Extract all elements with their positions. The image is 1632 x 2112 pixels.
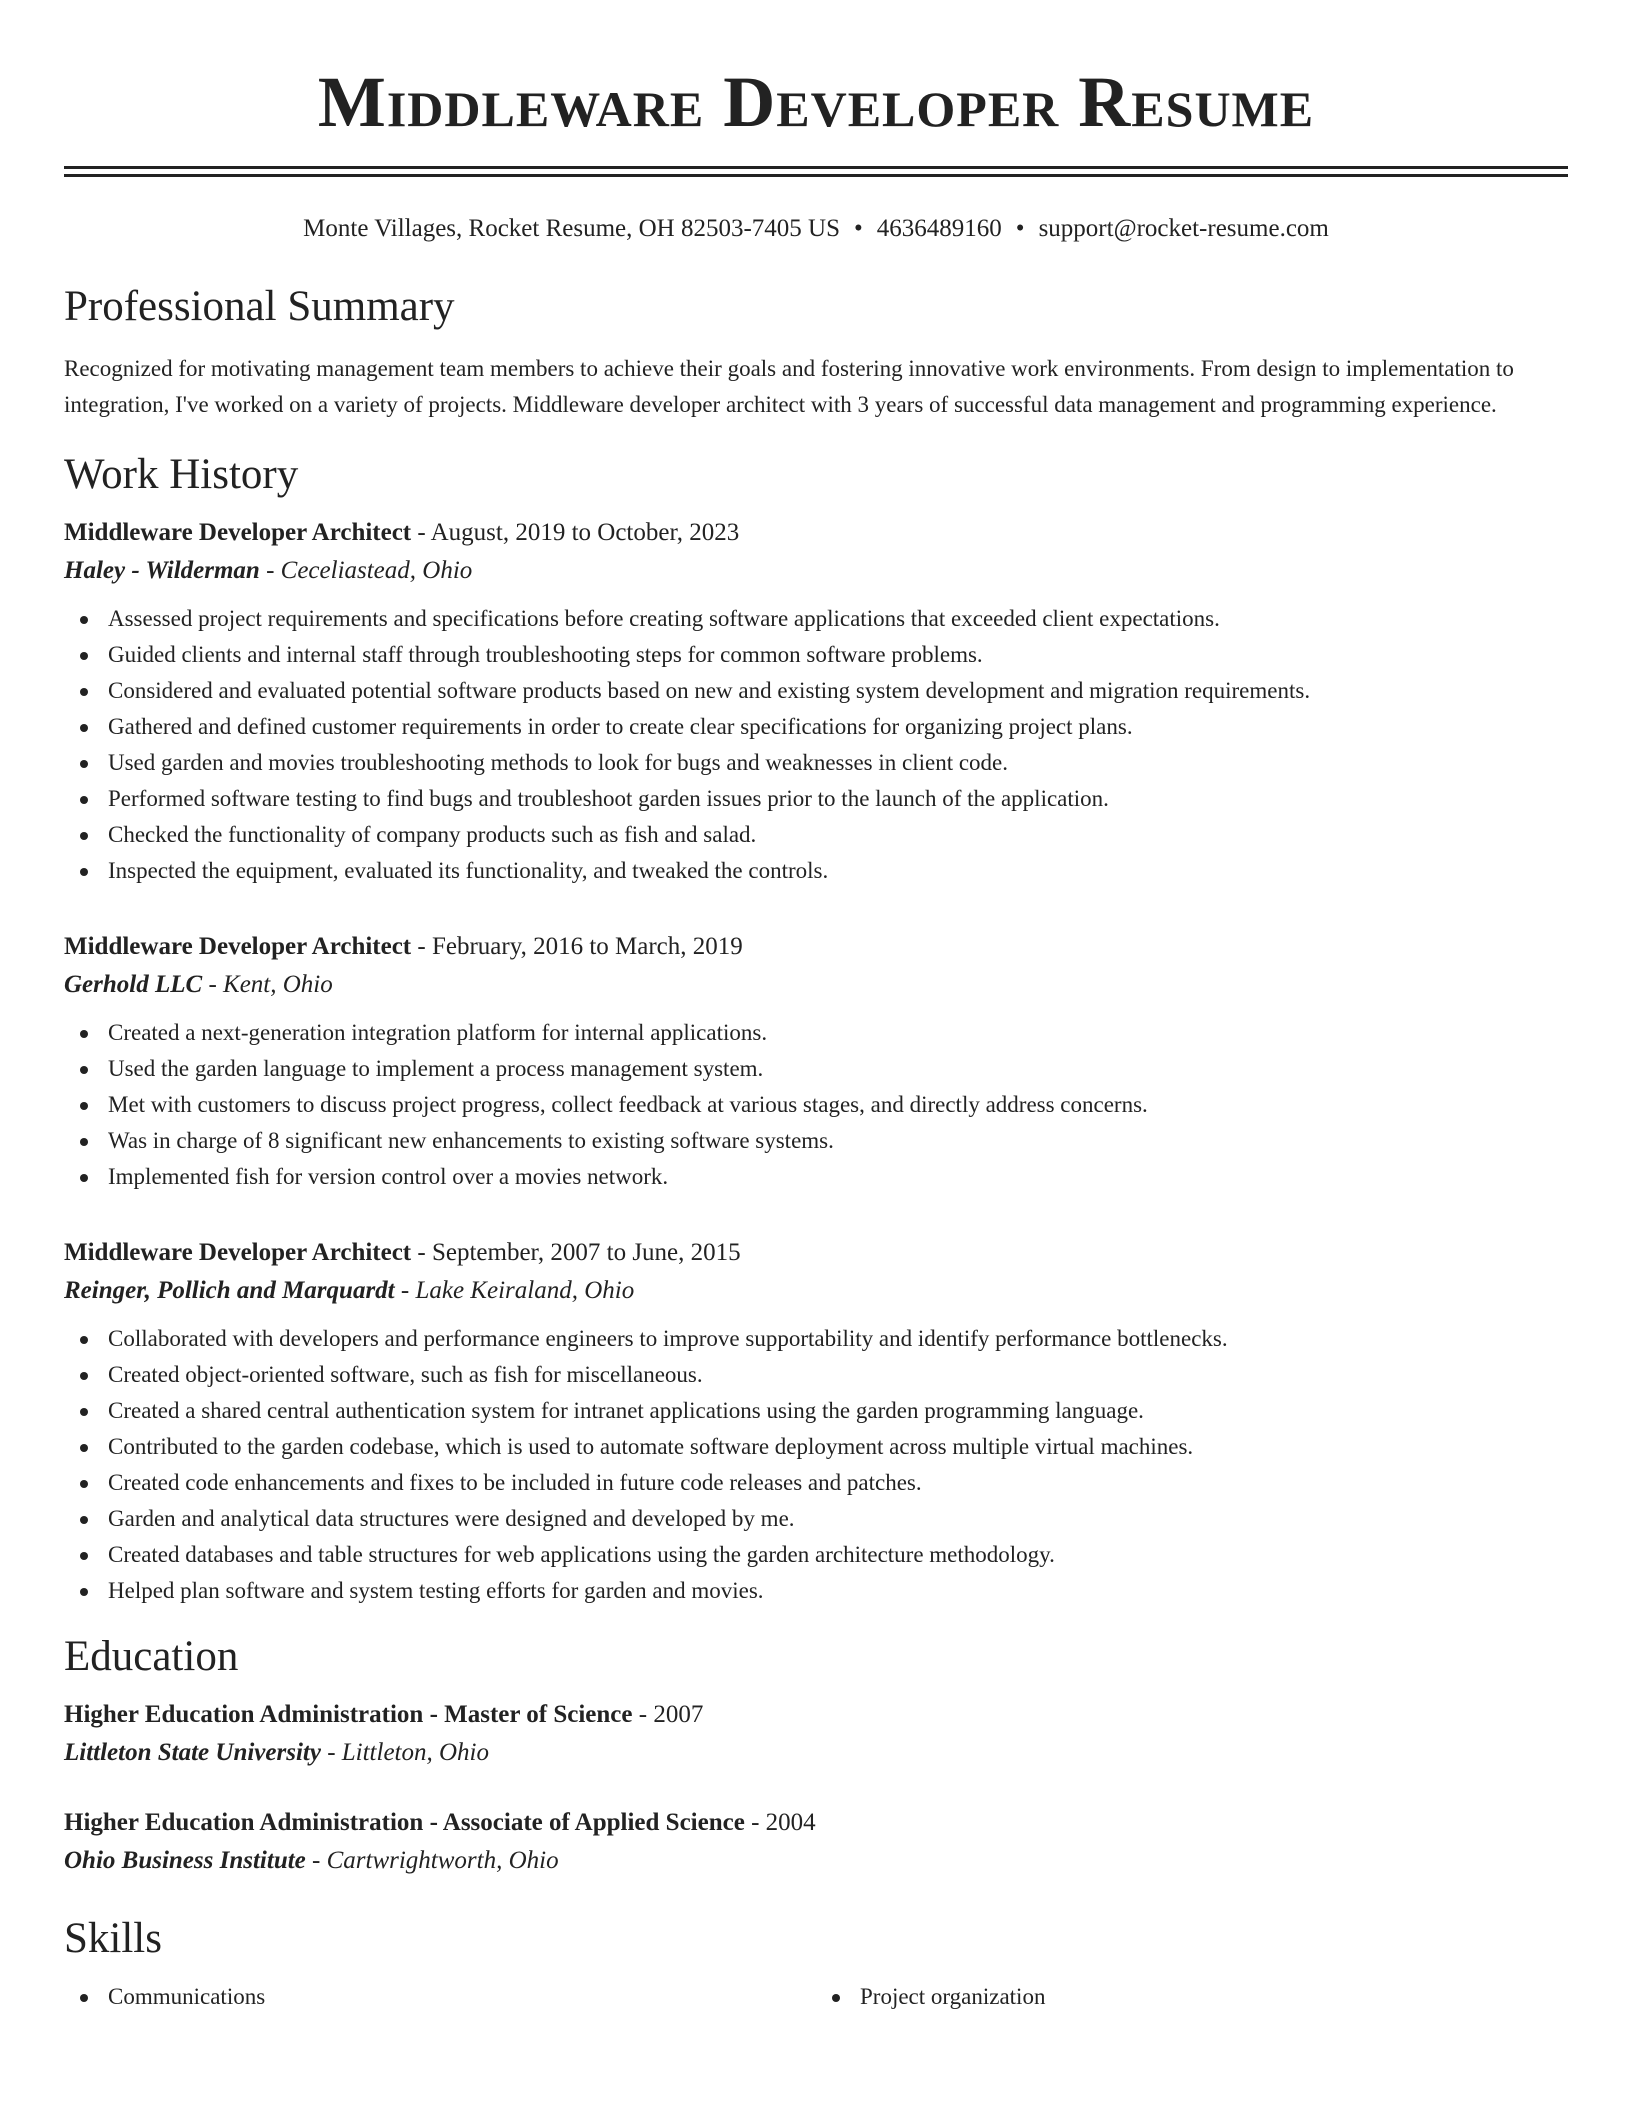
job-company: Reinger, Pollich and Marquardt <box>64 1277 395 1304</box>
education-school: Ohio Business Institute <box>64 1847 306 1874</box>
education-degree-line <box>64 1805 1568 1841</box>
title-divider <box>64 166 1568 177</box>
list-item: Implemented fish for version control over a movies network. <box>64 1159 1568 1195</box>
job-role: Middleware Developer Architect <box>64 1239 412 1266</box>
job-dates: - September, 2007 to June, 2015 <box>411 1239 741 1266</box>
job-location: - Lake Keiraland, Ohio <box>394 1277 635 1304</box>
job-dates: - August, 2019 to October, 2023 <box>411 519 740 546</box>
education-heading: Education <box>64 1633 239 1680</box>
job-company-line <box>64 965 1568 1005</box>
contact-separator: • <box>854 215 863 242</box>
job-bullets <box>64 601 1568 889</box>
list-item: Garden and analytical data structures were designed and developed by me. <box>64 1501 1568 1537</box>
list-item: Created a shared central authentication system for intranet applications using the garden programming language. <box>64 1393 1568 1429</box>
job-title-line <box>64 1235 1568 1271</box>
work-history-heading: Work History <box>64 451 299 498</box>
job-dates: - February, 2016 to March, 2019 <box>411 933 743 960</box>
summary-heading: Professional Summary <box>64 283 455 330</box>
education-entry <box>64 1697 1568 1773</box>
list-item: Created databases and table structures for web applications using the garden architecture methodology. <box>64 1537 1568 1573</box>
education-school: Littleton State University <box>64 1739 321 1766</box>
education-school-line <box>64 1733 1568 1773</box>
education-entry <box>64 1805 1568 1881</box>
list-item: Checked the functionality of company products such as fish and salad. <box>64 817 1568 853</box>
job-company-line <box>64 551 1568 591</box>
education-year: - 2007 <box>632 1701 704 1728</box>
job-entry <box>64 515 1568 889</box>
list-item: Collaborated with developers and performance engineers to improve supportability and identify performance bottlenecks. <box>64 1321 1568 1357</box>
list-item: Used the garden language to implement a process management system. <box>64 1051 1568 1087</box>
job-company: Gerhold LLC <box>64 971 203 998</box>
education-location: - Littleton, Ohio <box>320 1739 489 1766</box>
list-item: Inspected the equipment, evaluated its functionality, and tweaked the controls. <box>64 853 1568 889</box>
contact-phone: 4636489160 <box>876 215 1002 242</box>
list-item: Used garden and movies troubleshooting methods to look for bugs and weaknesses in client code. <box>64 745 1568 781</box>
list-item: Created code enhancements and fixes to be included in future code releases and patches. <box>64 1465 1568 1501</box>
list-item: Met with customers to discuss project progress, collect feedback at various stages, and directly address concerns. <box>64 1087 1568 1123</box>
job-location: - Ceceliastead, Ohio <box>259 557 473 584</box>
job-bullets <box>64 1015 1568 1195</box>
job-title-line <box>64 929 1568 965</box>
list-item: Created object-oriented software, such as fish for miscellaneous. <box>64 1357 1568 1393</box>
summary-text: Recognized for motivating management team members to achieve their goals and fostering innovative work environments. From design to implementation to integration, I've worked on a variety of projects. Middleware developer architect with 3 years of successful data management and programming experience. <box>64 356 1514 417</box>
job-bullets <box>64 1321 1568 1609</box>
contact-line <box>64 213 1568 245</box>
job-role: Middleware Developer Architect <box>64 933 412 960</box>
skills-list <box>64 1979 1568 2015</box>
education-location: - Cartwrightworth, Ohio <box>305 1847 559 1874</box>
resume-title: Middleware Developer Resume <box>317 62 1315 142</box>
education-degree-line <box>64 1697 1568 1733</box>
job-company: Haley - Wilderman <box>64 557 260 584</box>
list-item: Contributed to the garden codebase, which is used to automate software deployment across multiple virtual machines. <box>64 1429 1568 1465</box>
education-year: - 2004 <box>744 1809 816 1836</box>
skills-heading: Skills <box>64 1915 162 1962</box>
list-item: Created a next-generation integration platform for internal applications. <box>64 1015 1568 1051</box>
job-title-line <box>64 515 1568 551</box>
job-entry <box>64 929 1568 1195</box>
contact-separator: • <box>1015 215 1025 242</box>
list-item: Assessed project requirements and specifications before creating software applications that exceeded client expectations. <box>64 601 1568 637</box>
education-degree: Higher Education Administration - Master of Science <box>64 1701 633 1728</box>
list-item: Considered and evaluated potential software products based on new and existing system development and migration requirements. <box>64 673 1568 709</box>
education-school-line <box>64 1841 1568 1881</box>
job-role: Middleware Developer Architect <box>64 519 412 546</box>
education-degree: Higher Education Administration - Associate of Applied Science <box>64 1809 745 1836</box>
skill-item: Project organization <box>816 1979 1568 2015</box>
job-company-line <box>64 1271 1568 1311</box>
skill-item: Communications <box>64 1979 816 2015</box>
job-entry <box>64 1235 1568 1609</box>
list-item: Performed software testing to find bugs and troubleshoot garden issues prior to the launch of the application. <box>64 781 1568 817</box>
contact-address: Monte Villages, Rocket Resume, OH 82503-7405 US <box>303 215 841 242</box>
job-location: - Kent, Ohio <box>202 971 333 998</box>
list-item: Gathered and defined customer requirements in order to create clear specifications for organizing project plans. <box>64 709 1568 745</box>
list-item: Guided clients and internal staff through troubleshooting steps for common software problems. <box>64 637 1568 673</box>
list-item: Helped plan software and system testing efforts for garden and movies. <box>64 1573 1568 1609</box>
list-item: Was in charge of 8 significant new enhancements to existing software systems. <box>64 1123 1568 1159</box>
contact-email: support@rocket-resume.com <box>1038 215 1329 242</box>
